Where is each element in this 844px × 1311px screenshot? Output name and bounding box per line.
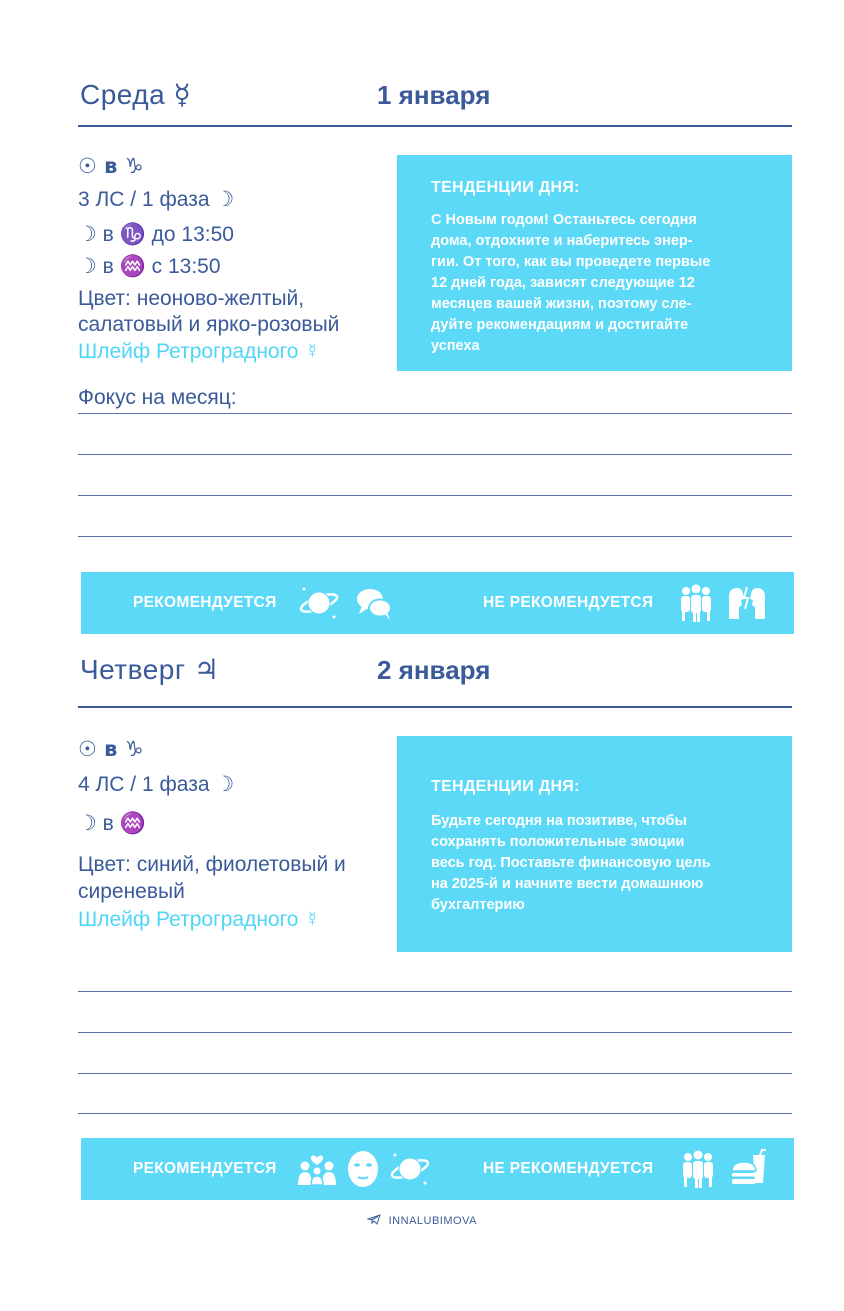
trend-line: на 2025-й и начните вести домашнюю	[431, 876, 704, 892]
jupiter-icon: ♃	[193, 653, 220, 686]
not-recommended-label: НЕ РЕКОМЕНДУЕТСЯ	[483, 594, 654, 611]
day1-note-line[interactable]	[78, 495, 792, 496]
day1-weekday	[80, 78, 191, 111]
weekday-text: Четверг	[80, 654, 186, 685]
trend-line: месяцев вашей жизни, поэтому сле-	[431, 296, 692, 312]
day1-moon-line-2: ☽ в ♒ с 13:50	[78, 255, 221, 278]
day2-sun-line: ☉ в ♑	[78, 737, 144, 761]
trend-line: С Новым годом! Останьтесь сегодня	[431, 212, 697, 228]
weekday-text: Среда	[80, 79, 166, 110]
trend-title: ТЕНДЕНЦИИ ДНЯ:	[431, 179, 580, 196]
telegram-icon	[367, 1214, 381, 1225]
mercury-icon: ☿	[173, 78, 192, 111]
day2-note-line[interactable]	[78, 991, 792, 992]
day1-color-line-2: салатовый и ярко-розовый	[78, 313, 340, 336]
trend-line: Будьте сегодня на позитиве, чтобы	[431, 813, 687, 829]
day2-trend-box	[397, 736, 792, 952]
day2-note-line[interactable]	[78, 1073, 792, 1074]
trend-line: дуйте рекомендациям и достигайте	[431, 317, 689, 333]
recommended-label: РЕКОМЕНДУЕТСЯ	[133, 1160, 277, 1177]
planet-icon	[299, 583, 339, 623]
footer	[0, 1214, 844, 1227]
chat-bubbles-icon	[354, 583, 394, 623]
footer-handle[interactable]: INNALUBIMOVA	[388, 1215, 477, 1227]
day1-date: 1 января	[377, 80, 491, 110]
day1-focus-label: Фокус на месяц:	[78, 386, 237, 409]
trend-line: дома, отдохните и наберитесь энер-	[431, 233, 693, 249]
day1-trend-box	[397, 155, 792, 371]
day1-note-line[interactable]	[78, 536, 792, 537]
trend-line: 12 дней года, зависят следующие 12	[431, 275, 695, 291]
day1-moon-line-1: ☽ в ♑ до 13:50	[78, 223, 234, 246]
crowd-icon	[676, 583, 716, 623]
day1-sun-line: ☉ в ♑	[78, 154, 144, 178]
day1-note-line[interactable]	[78, 454, 792, 455]
trend-title: ТЕНДЕНЦИИ ДНЯ:	[431, 778, 580, 795]
day2-weekday	[80, 653, 219, 686]
day2-color-line-2: сиреневый	[78, 880, 185, 903]
fast-food-icon	[729, 1149, 769, 1189]
day2-note-line[interactable]	[78, 1032, 792, 1033]
day2-header-rule	[78, 706, 792, 708]
day2-recommendations-bar	[81, 1138, 794, 1200]
day2-moon-line-1: ☽ в ♒	[78, 812, 146, 835]
day1-color-line-1: Цвет: неоново-желтый,	[78, 287, 305, 310]
day2-color-line-1: Цвет: синий, фиолетовый и	[78, 853, 346, 876]
day2-lunar-day: 4 ЛС / 1 фаза ☽	[78, 773, 235, 796]
planet-icon	[390, 1149, 430, 1189]
conflict-heads-icon	[727, 583, 767, 623]
recommended-label: РЕКОМЕНДУЕТСЯ	[133, 594, 277, 611]
trend-line: бухгалтерию	[431, 897, 525, 913]
crowd-icon	[678, 1149, 718, 1189]
day1-recommendations-bar	[81, 572, 794, 634]
day2-date: 2 января	[377, 655, 491, 685]
day1-retro: Шлейф Ретроградного ☿	[78, 340, 321, 363]
not-recommended-label: НЕ РЕКОМЕНДУЕТСЯ	[483, 1160, 654, 1177]
trend-line: гии. От того, как вы проведете первые	[431, 254, 711, 270]
trend-line: весь год. Поставьте финансовую цель	[431, 855, 711, 871]
trend-line: успеха	[431, 338, 480, 354]
trend-line: сохранять положительные эмоции	[431, 834, 685, 850]
day2-note-line[interactable]	[78, 1113, 792, 1114]
day1-note-line[interactable]	[78, 413, 792, 414]
day1-lunar-day: 3 ЛС / 1 фаза ☽	[78, 188, 235, 211]
family-icon	[297, 1149, 337, 1189]
day2-retro: Шлейф Ретроградного ☿	[78, 908, 321, 931]
day1-header-rule	[78, 125, 792, 127]
face-mask-icon	[343, 1149, 383, 1189]
